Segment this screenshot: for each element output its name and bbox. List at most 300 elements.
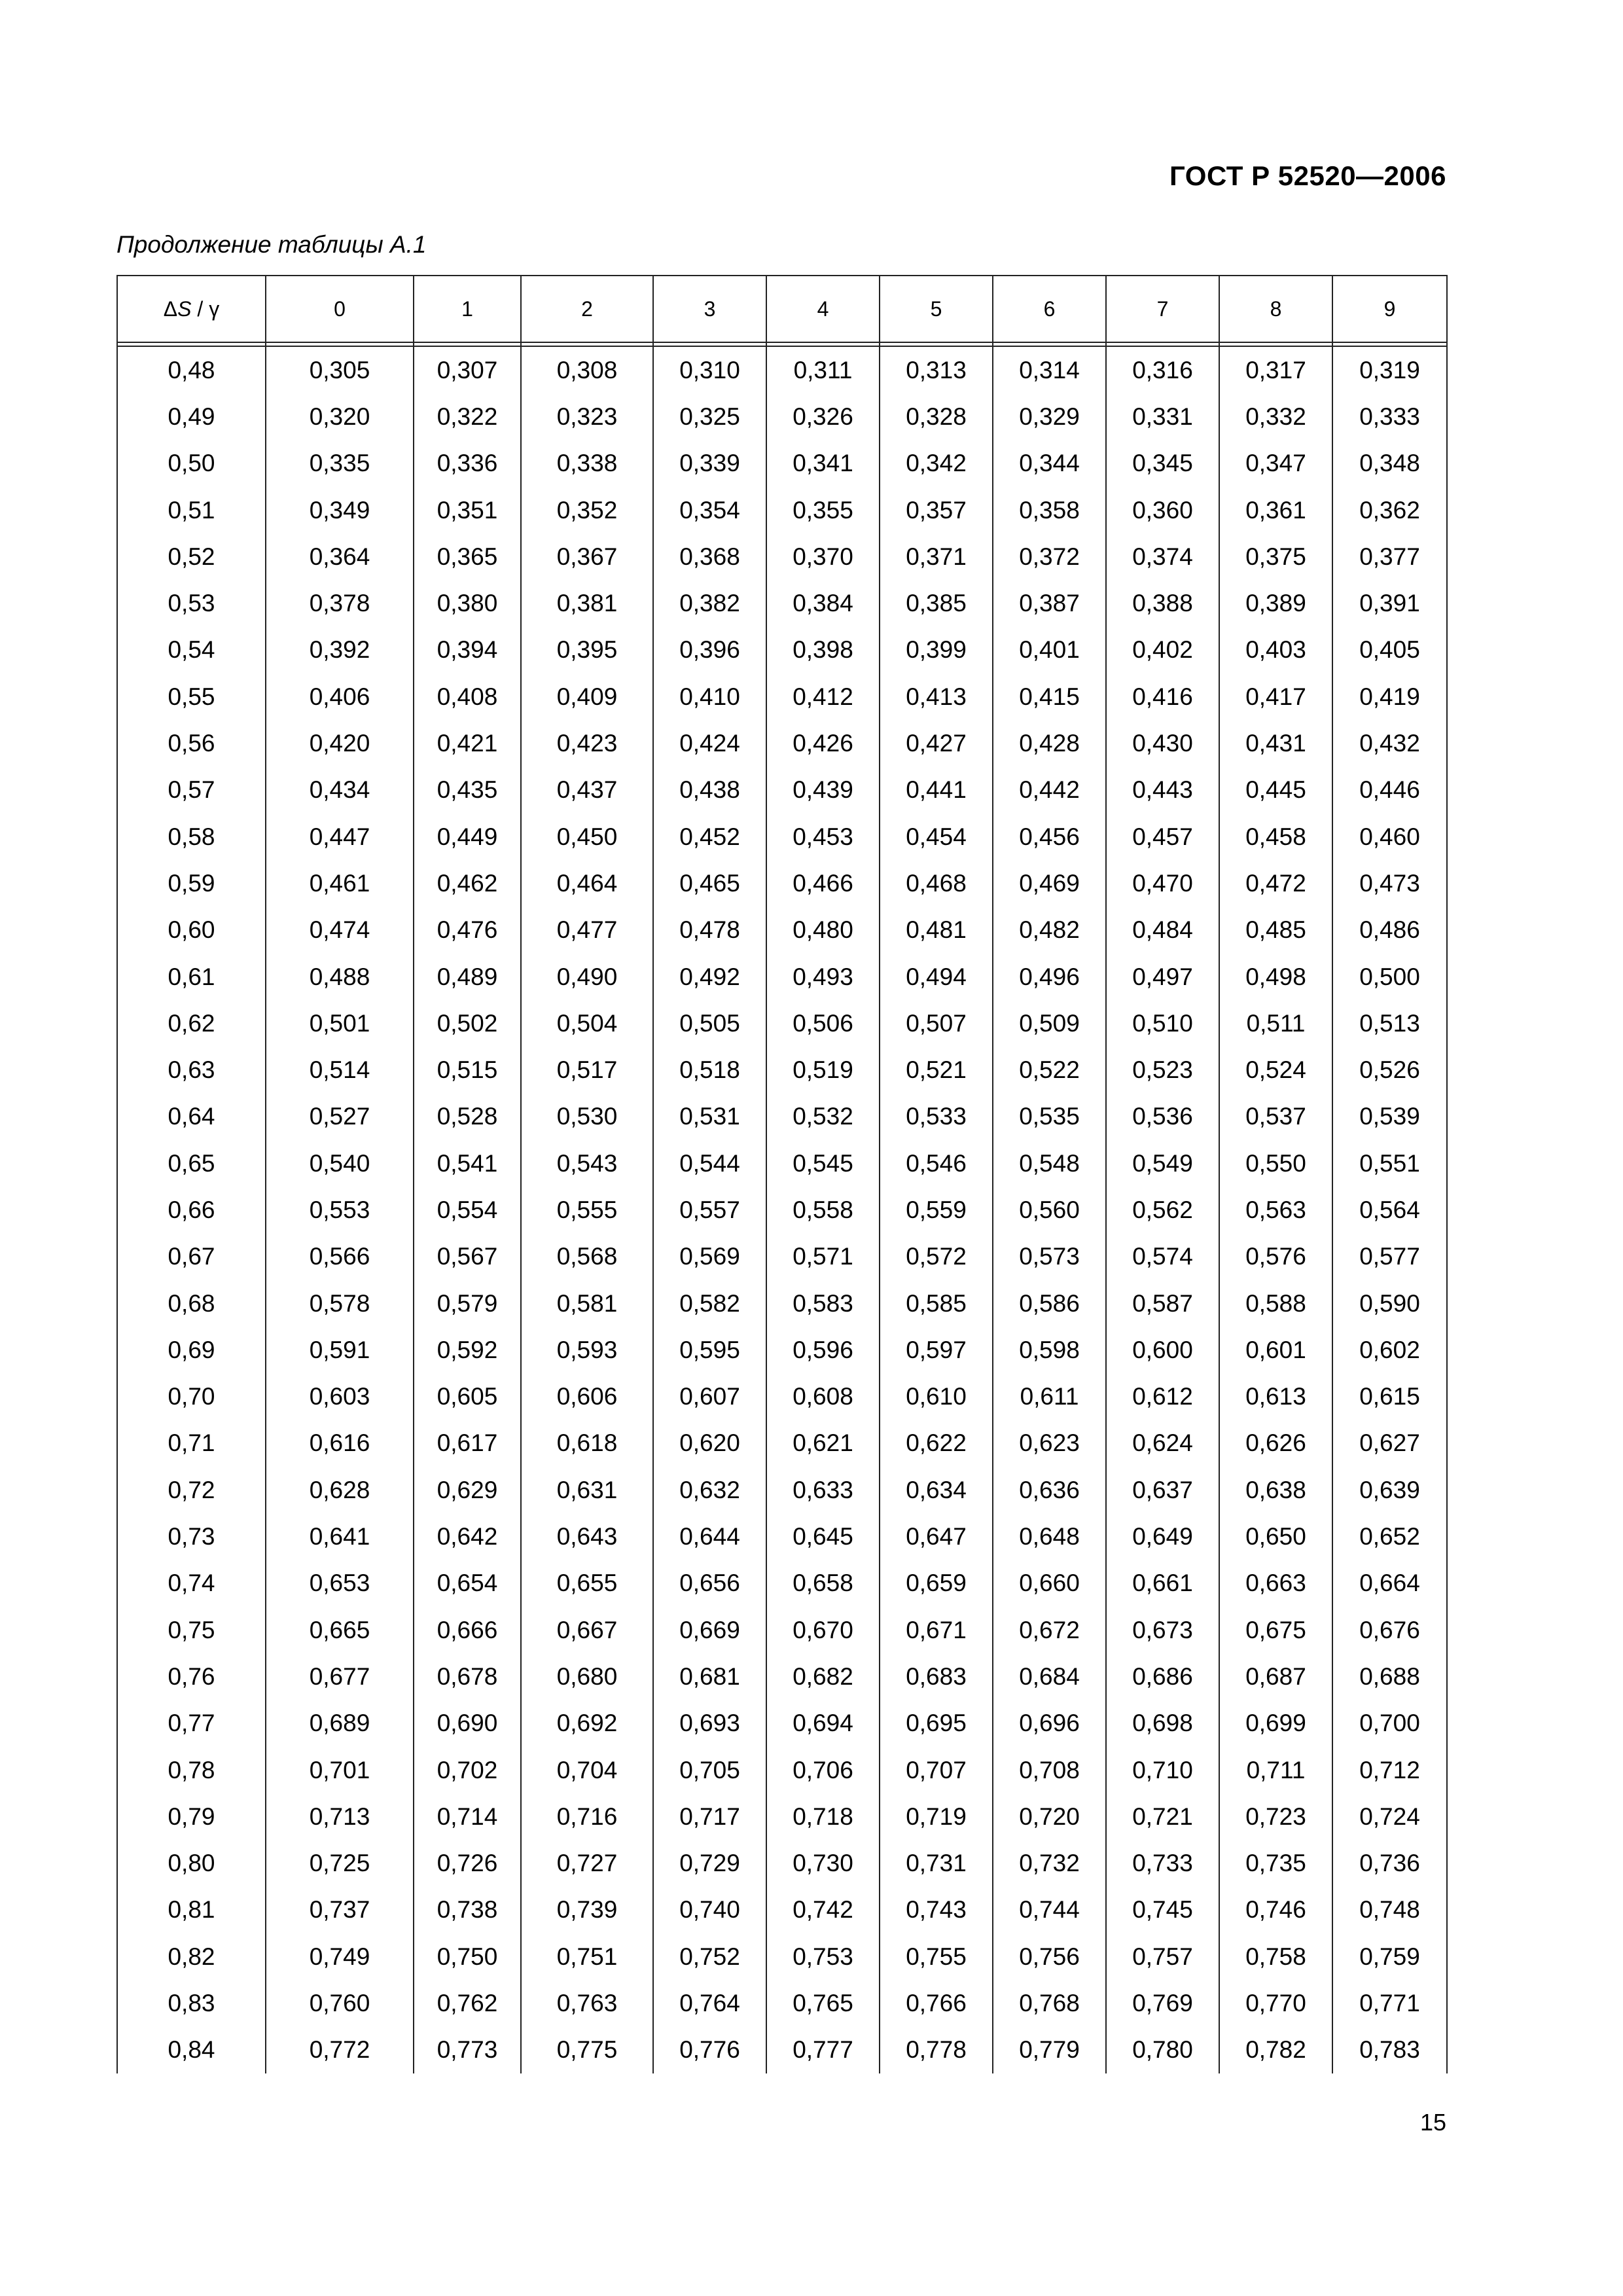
column-header: 0: [266, 276, 414, 342]
table-cell: 0,384: [766, 580, 880, 626]
table-cell: 0,398: [766, 627, 880, 673]
table-cell: 0,449: [414, 814, 521, 860]
column-header: 3: [653, 276, 766, 342]
row-label: 0,70: [117, 1374, 266, 1420]
table-cell: 0,427: [880, 720, 993, 766]
table-cell: 0,748: [1332, 1887, 1447, 1933]
table-row: [117, 1094, 1447, 1140]
table-row: [117, 954, 1447, 1000]
table-row: [117, 1607, 1447, 1653]
table-cell: 0,665: [266, 1607, 414, 1653]
table-cell: 0,574: [1106, 1234, 1219, 1280]
table-cell: 0,377: [1332, 533, 1447, 580]
table-cell: 0,621: [766, 1420, 880, 1467]
table-cell: 0,686: [1106, 1653, 1219, 1700]
table-cell: 0,553: [266, 1187, 414, 1233]
row-label: 0,69: [117, 1327, 266, 1373]
table-cell: 0,443: [1106, 767, 1219, 814]
table-cell: 0,371: [880, 533, 993, 580]
table-cell: 0,714: [414, 1793, 521, 1840]
table-cell: 0,540: [266, 1140, 414, 1187]
table-cell: 0,430: [1106, 720, 1219, 766]
table-cell: 0,752: [653, 1933, 766, 1980]
table-cell: 0,672: [993, 1607, 1106, 1653]
table-cell: 0,730: [766, 1840, 880, 1887]
table-cell: 0,550: [1219, 1140, 1332, 1187]
table-cell: 0,587: [1106, 1280, 1219, 1327]
row-label: 0,79: [117, 1793, 266, 1840]
table-cell: 0,712: [1332, 1747, 1447, 1793]
table-cell: 0,381: [521, 580, 653, 626]
table-cell: 0,560: [993, 1187, 1106, 1233]
table-row: [117, 673, 1447, 720]
row-label: 0,81: [117, 1887, 266, 1933]
table-row: [117, 1513, 1447, 1560]
table-cell: 0,576: [1219, 1234, 1332, 1280]
row-label: 0,66: [117, 1187, 266, 1233]
table-row: [117, 627, 1447, 673]
table-cell: 0,620: [653, 1420, 766, 1467]
row-label: 0,49: [117, 393, 266, 440]
table-cell: 0,638: [1219, 1467, 1332, 1513]
row-label: 0,75: [117, 1607, 266, 1653]
table-cell: 0,585: [880, 1280, 993, 1327]
table-cell: 0,426: [766, 720, 880, 766]
table-cell: 0,437: [521, 767, 653, 814]
table-cell: 0,763: [521, 1980, 653, 2026]
table-cell: 0,536: [1106, 1094, 1219, 1140]
table-cell: 0,338: [521, 440, 653, 487]
table-row: [117, 1560, 1447, 1607]
table-cell: 0,480: [766, 907, 880, 954]
table-cell: 0,718: [766, 1793, 880, 1840]
table-cell: 0,331: [1106, 393, 1219, 440]
table-cell: 0,492: [653, 954, 766, 1000]
table-cell: 0,473: [1332, 860, 1447, 906]
table-cell: 0,592: [414, 1327, 521, 1373]
row-label: 0,61: [117, 954, 266, 1000]
table-cell: 0,305: [266, 346, 414, 393]
table-cell: 0,678: [414, 1653, 521, 1700]
table-cell: 0,688: [1332, 1653, 1447, 1700]
table-cell: 0,731: [880, 1840, 993, 1887]
table-cell: 0,354: [653, 487, 766, 533]
table-cell: 0,744: [993, 1887, 1106, 1933]
table-cell: 0,482: [993, 907, 1106, 954]
row-label: 0,58: [117, 814, 266, 860]
table-cell: 0,567: [414, 1234, 521, 1280]
table-cell: 0,673: [1106, 1607, 1219, 1653]
table-cell: 0,569: [653, 1234, 766, 1280]
table-cell: 0,378: [266, 580, 414, 626]
table-cell: 0,740: [653, 1887, 766, 1933]
table-cell: 0,615: [1332, 1374, 1447, 1420]
row-label: 0,55: [117, 673, 266, 720]
table-cell: 0,645: [766, 1513, 880, 1560]
table-cell: 0,335: [266, 440, 414, 487]
row-label: 0,60: [117, 907, 266, 954]
table-cell: 0,470: [1106, 860, 1219, 906]
table-cell: 0,349: [266, 487, 414, 533]
table-row: [117, 1280, 1447, 1327]
table-cell: 0,388: [1106, 580, 1219, 626]
table-cell: 0,719: [880, 1793, 993, 1840]
table-cell: 0,760: [266, 1980, 414, 2026]
row-label: 0,63: [117, 1047, 266, 1093]
table-cell: 0,663: [1219, 1560, 1332, 1607]
table-cell: 0,598: [993, 1327, 1106, 1373]
table-cell: 0,364: [266, 533, 414, 580]
table-cell: 0,394: [414, 627, 521, 673]
table-cell: 0,675: [1219, 1607, 1332, 1653]
table-cell: 0,593: [521, 1327, 653, 1373]
table-cell: 0,667: [521, 1607, 653, 1653]
table-cell: 0,622: [880, 1420, 993, 1467]
table-cell: 0,701: [266, 1747, 414, 1793]
table-row: [117, 1187, 1447, 1233]
table-cell: 0,484: [1106, 907, 1219, 954]
row-label: 0,50: [117, 440, 266, 487]
table-cell: 0,692: [521, 1700, 653, 1747]
table-cell: 0,780: [1106, 2027, 1219, 2073]
table-cell: 0,563: [1219, 1187, 1332, 1233]
table-cell: 0,332: [1219, 393, 1332, 440]
table-cell: 0,629: [414, 1467, 521, 1513]
table-row: [117, 814, 1447, 860]
table-cell: 0,704: [521, 1747, 653, 1793]
table-cell: 0,716: [521, 1793, 653, 1840]
table-cell: 0,745: [1106, 1887, 1219, 1933]
table-cell: 0,524: [1219, 1047, 1332, 1093]
table-cell: 0,380: [414, 580, 521, 626]
table-row: [117, 1933, 1447, 1980]
table-cell: 0,608: [766, 1374, 880, 1420]
table-cell: 0,413: [880, 673, 993, 720]
table-cell: 0,738: [414, 1887, 521, 1933]
table-cell: 0,684: [993, 1653, 1106, 1700]
table-cell: 0,496: [993, 954, 1106, 1000]
column-header: 7: [1106, 276, 1219, 342]
table-cell: 0,385: [880, 580, 993, 626]
table-cell: 0,783: [1332, 2027, 1447, 2073]
table-cell: 0,554: [414, 1187, 521, 1233]
table-cell: 0,387: [993, 580, 1106, 626]
table-cell: 0,601: [1219, 1327, 1332, 1373]
corner-header: [117, 276, 266, 342]
column-header: 9: [1332, 276, 1447, 342]
table-cell: 0,661: [1106, 1560, 1219, 1607]
table-cell: 0,392: [266, 627, 414, 673]
table-cell: 0,417: [1219, 673, 1332, 720]
row-label: 0,77: [117, 1700, 266, 1747]
table-cell: 0,737: [266, 1887, 414, 1933]
table-cell: 0,408: [414, 673, 521, 720]
table-cell: 0,616: [266, 1420, 414, 1467]
row-label: 0,64: [117, 1094, 266, 1140]
table-row: [117, 767, 1447, 814]
table-row: [117, 440, 1447, 487]
table-cell: 0,317: [1219, 346, 1332, 393]
table-cell: 0,720: [993, 1793, 1106, 1840]
table-cell: 0,431: [1219, 720, 1332, 766]
table-cell: 0,652: [1332, 1513, 1447, 1560]
table-cell: 0,357: [880, 487, 993, 533]
table-cell: 0,452: [653, 814, 766, 860]
table-cell: 0,676: [1332, 1607, 1447, 1653]
table-cell: 0,755: [880, 1933, 993, 1980]
table-row: [117, 720, 1447, 766]
table-cell: 0,403: [1219, 627, 1332, 673]
table-cell: 0,489: [414, 954, 521, 1000]
table-cell: 0,530: [521, 1094, 653, 1140]
table-cell: 0,557: [653, 1187, 766, 1233]
table-cell: 0,633: [766, 1467, 880, 1513]
table-cell: 0,517: [521, 1047, 653, 1093]
table-cell: 0,526: [1332, 1047, 1447, 1093]
table-cell: 0,329: [993, 393, 1106, 440]
table-row: [117, 1700, 1447, 1747]
row-label: 0,73: [117, 1513, 266, 1560]
table-cell: 0,613: [1219, 1374, 1332, 1420]
table-cell: 0,472: [1219, 860, 1332, 906]
table-cell: 0,736: [1332, 1840, 1447, 1887]
table-cell: 0,416: [1106, 673, 1219, 720]
table-cell: 0,544: [653, 1140, 766, 1187]
table-cell: 0,514: [266, 1047, 414, 1093]
table-cell: 0,453: [766, 814, 880, 860]
row-label: 0,65: [117, 1140, 266, 1187]
gamma-symbol: / γ: [191, 296, 220, 321]
table-row: [117, 907, 1447, 954]
table-cell: 0,689: [266, 1700, 414, 1747]
table-cell: 0,469: [993, 860, 1106, 906]
table-cell: 0,637: [1106, 1467, 1219, 1513]
table-cell: 0,705: [653, 1747, 766, 1793]
table-cell: 0,395: [521, 627, 653, 673]
table-cell: 0,502: [414, 1000, 521, 1047]
table-cell: 0,527: [266, 1094, 414, 1140]
row-label: 0,53: [117, 580, 266, 626]
table-cell: 0,782: [1219, 2027, 1332, 2073]
table-cell: 0,402: [1106, 627, 1219, 673]
table-cell: 0,307: [414, 346, 521, 393]
table-cell: 0,441: [880, 767, 993, 814]
table-cell: 0,523: [1106, 1047, 1219, 1093]
table-cell: 0,421: [414, 720, 521, 766]
row-label: 0,52: [117, 533, 266, 580]
table-cell: 0,341: [766, 440, 880, 487]
table-cell: 0,710: [1106, 1747, 1219, 1793]
page-number: 15: [1419, 2109, 1446, 2136]
table-cell: 0,642: [414, 1513, 521, 1560]
row-label: 0,67: [117, 1234, 266, 1280]
row-label: 0,84: [117, 2027, 266, 2073]
table-cell: 0,405: [1332, 627, 1447, 673]
table-cell: 0,456: [993, 814, 1106, 860]
table-cell: 0,595: [653, 1327, 766, 1373]
table-cell: 0,320: [266, 393, 414, 440]
table-cell: 0,352: [521, 487, 653, 533]
table-cell: 0,319: [1332, 346, 1447, 393]
s-symbol: S: [177, 296, 192, 321]
table-cell: 0,753: [766, 1933, 880, 1980]
table-row: [117, 1793, 1447, 1840]
table-cell: 0,454: [880, 814, 993, 860]
row-label: 0,74: [117, 1560, 266, 1607]
table-cell: 0,729: [653, 1840, 766, 1887]
table-cell: 0,776: [653, 2027, 766, 2073]
row-label: 0,51: [117, 487, 266, 533]
table-cell: 0,326: [766, 393, 880, 440]
table-cell: 0,566: [266, 1234, 414, 1280]
table-cell: 0,555: [521, 1187, 653, 1233]
table-cell: 0,325: [653, 393, 766, 440]
table-cell: 0,533: [880, 1094, 993, 1140]
table-cell: 0,578: [266, 1280, 414, 1327]
table-cell: 0,372: [993, 533, 1106, 580]
table-cell: 0,432: [1332, 720, 1447, 766]
table-cell: 0,539: [1332, 1094, 1447, 1140]
table-row: [117, 1980, 1447, 2026]
table-cell: 0,711: [1219, 1747, 1332, 1793]
table-row: [117, 1840, 1447, 1887]
table-cell: 0,345: [1106, 440, 1219, 487]
table-cell: 0,605: [414, 1374, 521, 1420]
table-cell: 0,423: [521, 720, 653, 766]
row-label: 0,80: [117, 1840, 266, 1887]
table-cell: 0,360: [1106, 487, 1219, 533]
table-cell: 0,577: [1332, 1234, 1447, 1280]
table-cell: 0,777: [766, 2027, 880, 2073]
table-cell: 0,627: [1332, 1420, 1447, 1467]
table-cell: 0,460: [1332, 814, 1447, 860]
table-cell: 0,344: [993, 440, 1106, 487]
table-cell: 0,596: [766, 1327, 880, 1373]
table-cell: 0,778: [880, 2027, 993, 2073]
table-cell: 0,693: [653, 1700, 766, 1747]
table-cell: 0,485: [1219, 907, 1332, 954]
table-cell: 0,658: [766, 1560, 880, 1607]
table-cell: 0,531: [653, 1094, 766, 1140]
table-cell: 0,698: [1106, 1700, 1219, 1747]
row-label: 0,82: [117, 1933, 266, 1980]
table-cell: 0,420: [266, 720, 414, 766]
table-cell: 0,528: [414, 1094, 521, 1140]
table-cell: 0,669: [653, 1607, 766, 1653]
table-cell: 0,461: [266, 860, 414, 906]
table-cell: 0,687: [1219, 1653, 1332, 1700]
table-cell: 0,571: [766, 1234, 880, 1280]
table-cell: 0,749: [266, 1933, 414, 1980]
row-label: 0,68: [117, 1280, 266, 1327]
table-cell: 0,468: [880, 860, 993, 906]
table-cell: 0,725: [266, 1840, 414, 1887]
table-cell: 0,316: [1106, 346, 1219, 393]
table-cell: 0,333: [1332, 393, 1447, 440]
table-cell: 0,654: [414, 1560, 521, 1607]
table-cell: 0,732: [993, 1840, 1106, 1887]
table-cell: 0,680: [521, 1653, 653, 1700]
table-cell: 0,603: [266, 1374, 414, 1420]
table-cell: 0,464: [521, 860, 653, 906]
table-cell: 0,450: [521, 814, 653, 860]
column-header: 6: [993, 276, 1106, 342]
table-cell: 0,323: [521, 393, 653, 440]
delta-symbol: Δ: [163, 296, 178, 321]
table-cell: 0,617: [414, 1420, 521, 1467]
table-row: [117, 1140, 1447, 1187]
table-cell: 0,365: [414, 533, 521, 580]
row-label: 0,78: [117, 1747, 266, 1793]
table-cell: 0,308: [521, 346, 653, 393]
table-cell: 0,543: [521, 1140, 653, 1187]
table-cell: 0,465: [653, 860, 766, 906]
table-cell: 0,537: [1219, 1094, 1332, 1140]
table-cell: 0,695: [880, 1700, 993, 1747]
table-cell: 0,509: [993, 1000, 1106, 1047]
column-header: 4: [766, 276, 880, 342]
table-cell: 0,439: [766, 767, 880, 814]
table-row: [117, 1887, 1447, 1933]
table-row: [117, 1420, 1447, 1467]
table-cell: 0,382: [653, 580, 766, 626]
table-cell: 0,612: [1106, 1374, 1219, 1420]
table-cell: 0,639: [1332, 1467, 1447, 1513]
table-cell: 0,435: [414, 767, 521, 814]
table-cell: 0,634: [880, 1467, 993, 1513]
table-cell: 0,488: [266, 954, 414, 1000]
table-cell: 0,510: [1106, 1000, 1219, 1047]
table-cell: 0,756: [993, 1933, 1106, 1980]
table-cell: 0,559: [880, 1187, 993, 1233]
row-label: 0,54: [117, 627, 266, 673]
table-cell: 0,368: [653, 533, 766, 580]
table-cell: 0,742: [766, 1887, 880, 1933]
table-cell: 0,702: [414, 1747, 521, 1793]
table-cell: 0,546: [880, 1140, 993, 1187]
table-row: [117, 1653, 1447, 1700]
table-cell: 0,707: [880, 1747, 993, 1793]
table-cell: 0,611: [993, 1374, 1106, 1420]
table-cell: 0,314: [993, 346, 1106, 393]
table-cell: 0,650: [1219, 1513, 1332, 1560]
table-cell: 0,644: [653, 1513, 766, 1560]
table-cell: 0,769: [1106, 1980, 1219, 2026]
table-cell: 0,586: [993, 1280, 1106, 1327]
table-cell: 0,532: [766, 1094, 880, 1140]
table-cell: 0,442: [993, 767, 1106, 814]
table-cell: 0,771: [1332, 1980, 1447, 2026]
table-cell: 0,582: [653, 1280, 766, 1327]
table-cell: 0,375: [1219, 533, 1332, 580]
table-cell: 0,591: [266, 1327, 414, 1373]
table-row: [117, 393, 1447, 440]
table-cell: 0,696: [993, 1700, 1106, 1747]
table-cell: 0,659: [880, 1560, 993, 1607]
table-cell: 0,548: [993, 1140, 1106, 1187]
table-cell: 0,419: [1332, 673, 1447, 720]
table-cell: 0,759: [1332, 1933, 1447, 1980]
table-cell: 0,493: [766, 954, 880, 1000]
table-cell: 0,717: [653, 1793, 766, 1840]
table-row: [117, 1374, 1447, 1420]
table-cell: 0,396: [653, 627, 766, 673]
table-cell: 0,708: [993, 1747, 1106, 1793]
row-label: 0,57: [117, 767, 266, 814]
table-cell: 0,494: [880, 954, 993, 1000]
table-cell: 0,666: [414, 1607, 521, 1653]
table-cell: 0,474: [266, 907, 414, 954]
